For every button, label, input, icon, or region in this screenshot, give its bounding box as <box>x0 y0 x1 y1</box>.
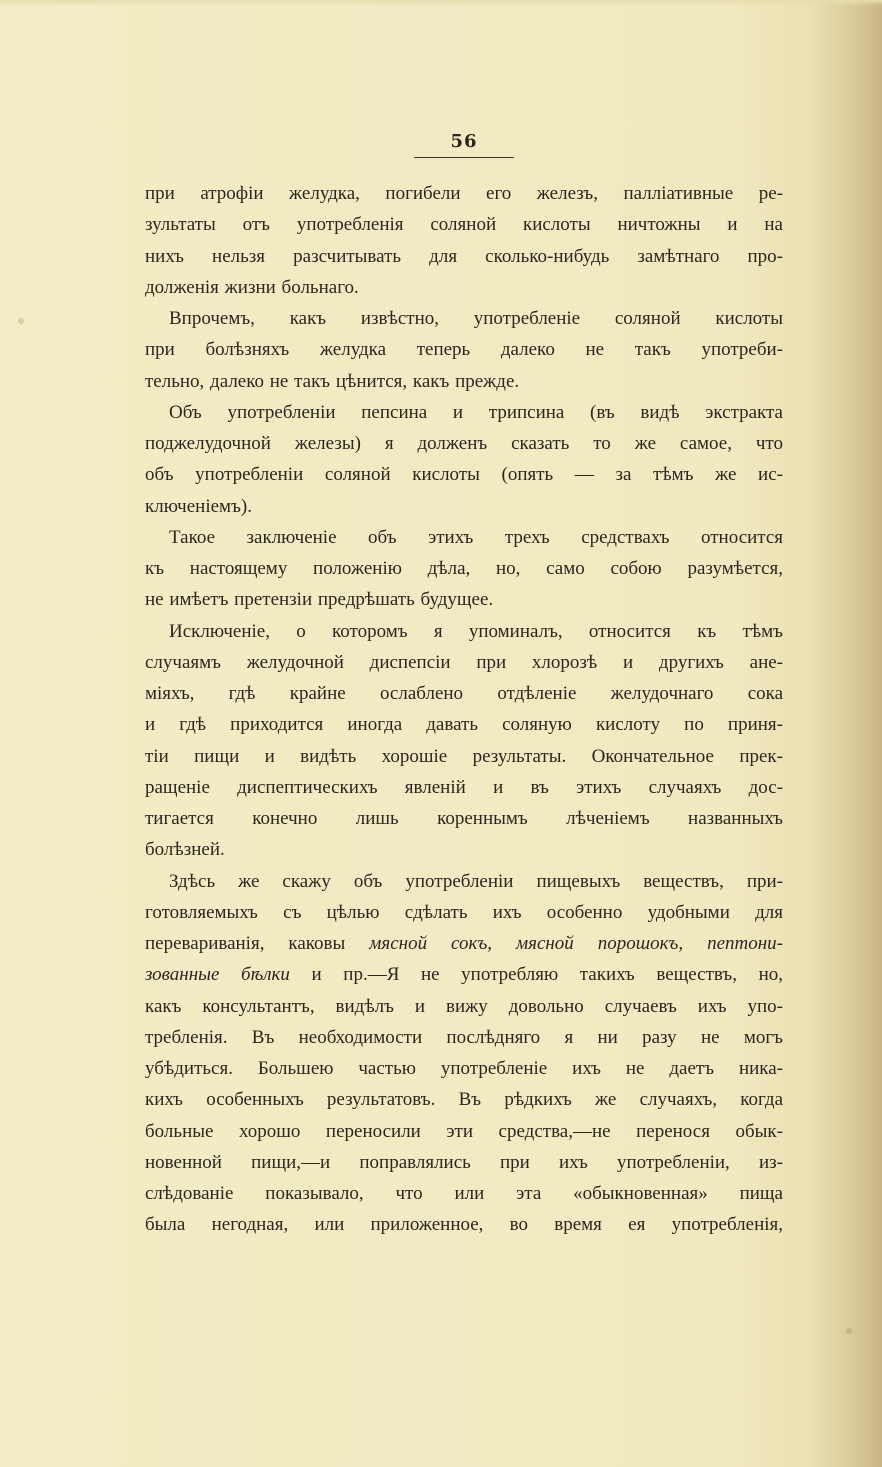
text-line: ращеніе диспептическихъ явленій и въ этихъ случаяхъ дос- <box>145 776 783 798</box>
text-line: при атрофіи желудка, погибели его железъ, палліативные ре- <box>145 183 783 204</box>
text-line: готовляемыхъ съ цѣлью сдѣлать ихъ особенно удобными для <box>145 901 783 923</box>
text-line: тигается конечно лишь кореннымъ лѣченіемъ названныхъ <box>145 808 783 829</box>
text-line: случаямъ желудочной диспепсіи при хлорозѣ и другихъ ане- <box>145 651 783 673</box>
text-line: была негодная, или приложенное, во время ея употребленія, <box>145 1214 783 1236</box>
text-line: и гдѣ приходится иногда давать соляную кислоту по приня- <box>145 714 783 736</box>
line-segment: , <box>487 933 516 954</box>
text-line: зультаты отъ употребленія соляной кислоты ничтожны и на <box>145 214 783 236</box>
line-segment: перевариванія, каковы <box>145 933 370 954</box>
text-line: слѣдованіе показывало, что или эта «обыкновенная» пища <box>145 1183 783 1204</box>
body-text <box>145 178 783 1241</box>
line-segment: и пр.—Я не употребляю такихъ веществъ, но, <box>289 964 783 986</box>
text-line: требленія. Въ необходимости послѣдняго я ни разу не могъ <box>145 1026 783 1048</box>
text-line: Здѣсь же скажу объ употребленіи пищевыхъ веществъ, при- <box>169 870 783 892</box>
text-line: кихъ особенныхъ результатовъ. Въ рѣдкихъ же случаяхъ, когда <box>145 1089 783 1111</box>
page-edge <box>0 0 882 6</box>
text-line: Объ употребленіи пепсина и трипсина (въ видѣ экстракта <box>169 401 783 423</box>
text-line <box>145 928 783 959</box>
paper-spot <box>18 318 24 324</box>
text-line: новенной пищи,—и поправлялись при ихъ употребленіи, из- <box>145 1151 783 1173</box>
text-line: долженія жизни больнаго. <box>145 276 359 298</box>
italic-term: пептони- <box>707 933 783 954</box>
header-rule <box>414 157 514 158</box>
text-line: Исключеніе, о которомъ я упоминалъ, относится къ тѣмъ <box>169 620 783 642</box>
text-line: тіи пищи и видѣть хорошіе результаты. Окончательное прек- <box>145 745 783 767</box>
text-line: убѣдиться. Большею частью употребленіе ихъ не даетъ ника- <box>145 1058 783 1079</box>
text-line: болѣзней. <box>145 839 225 861</box>
paper-spot <box>846 1328 852 1334</box>
text-line <box>145 959 783 990</box>
text-line: больные хорошо переносили эти средства,—не перенося обык- <box>145 1120 783 1142</box>
line-segment: , <box>678 933 708 954</box>
text-line: поджелудочной железы) я долженъ сказать то же самое, что <box>145 433 783 454</box>
text-line: Впрочемъ, какъ извѣстно, употребленіе соляной кислоты <box>169 308 783 329</box>
text-line: къ настоящему положенію дѣла, но, само собою разумѣется, <box>145 558 783 579</box>
page-number: 56 <box>450 131 478 152</box>
text-line: нихъ нельзя разсчитывать для сколько-нибудь замѣтнаго про- <box>145 245 783 267</box>
text-line: какъ консультантъ, видѣлъ и вижу довольно случаевъ ихъ упо- <box>145 995 783 1017</box>
text-line: ключеніемъ). <box>145 495 252 517</box>
italic-term: мясной порошокъ <box>515 933 679 954</box>
text-line: Такое заключеніе объ этихъ трехъ средствахъ относится <box>169 526 783 548</box>
text-line: объ употребленіи соляной кислоты (опять — за тѣмъ же ис- <box>145 464 783 486</box>
italic-term: зованные бѣлки <box>145 964 290 986</box>
italic-term: мясной сокъ <box>369 933 488 954</box>
text-line: при болѣзняхъ желудка теперь далеко не такъ употреби- <box>145 339 783 361</box>
text-line: міяхъ, гдѣ крайне ослаблено отдѣленіе желудочнаго сока <box>145 683 783 704</box>
text-line: не имѣетъ претензіи предрѣшать будущее. <box>145 589 494 611</box>
text-line: тельно, далеко не такъ цѣнится, какъ прежде. <box>145 370 520 392</box>
